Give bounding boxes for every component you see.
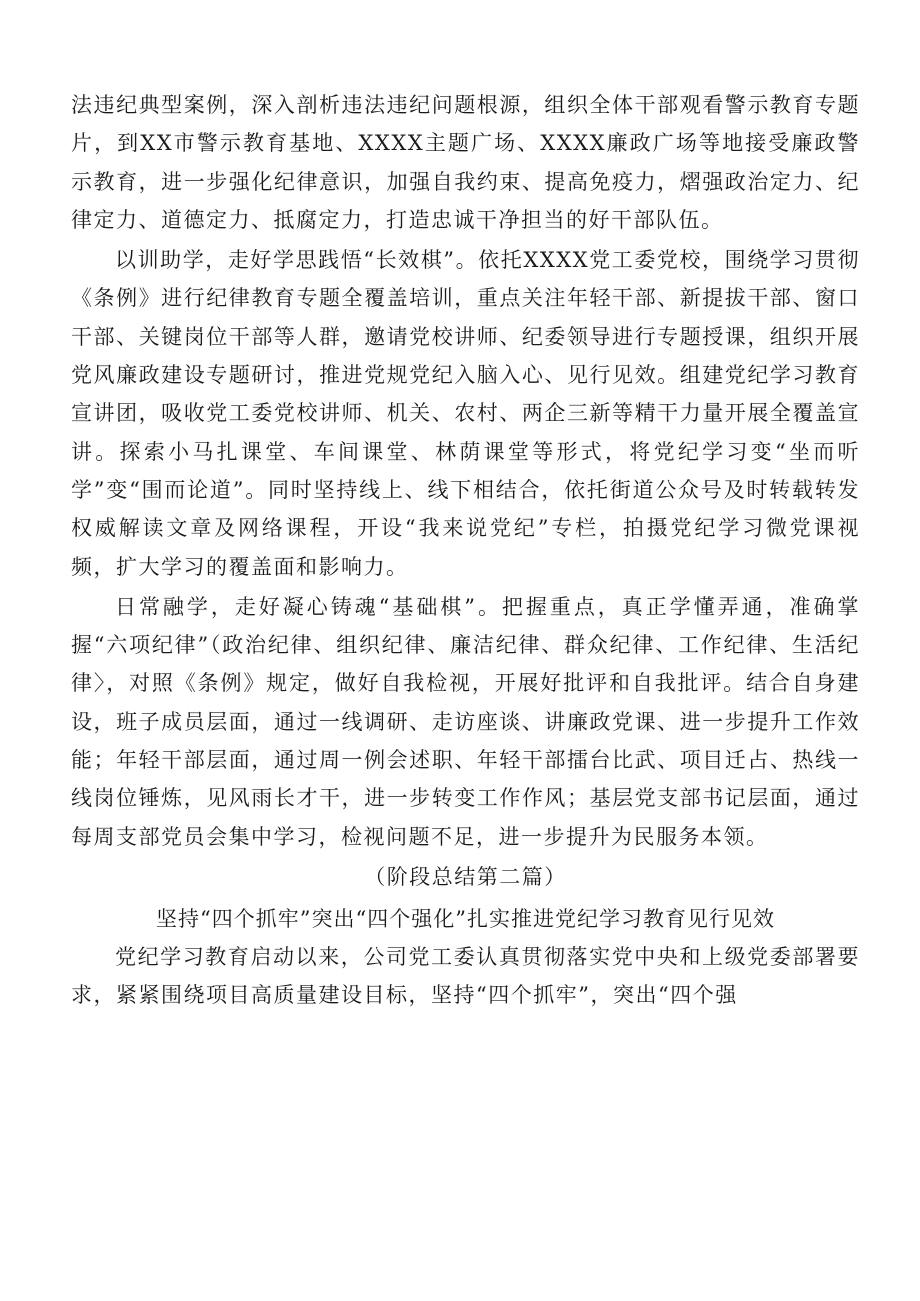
article-subtitle: 坚持“四个抓牢”突出“四个强化”扎实推进党纪学习教育见行见效	[156, 906, 775, 931]
paragraph-continuation: 法违纪典型案例，深入剖析违法违纪问题根源，组织全体干部观看警示教育专题片，到XX市警示教育基地、XXXX主题广场、XXXX廉政广场等地接受廉政警示教育，进一步强化纪律意识，加强自我约束、提高免疫力，熠强政治定力、纪律定力、道德定力、抵腐定力，打造忠诚干净担当的好干部队伍。	[71, 93, 860, 232]
section-label: （阶段总结第二篇）	[364, 864, 567, 889]
paragraph-training: 以训助学，走好学思践悟“长效棋”。依托XXXX党工委党校，围绕学习贯彻《条例》进行纪律教育专题全覆盖培训，重点关注年轻干部、新提拔干部、窗口干部、关键岗位干部等人群，邀请党校讲师、纪委领导进行专题授课，组织开展党风廉政建设专题研讨，推进党规党纪入脑入心、见行见效。组建党纪学习教育宣讲团，吸收党工委党校讲师、机关、农村、两企三新等精干力量开展全覆盖宣讲。探索小马扎课堂、车间课堂、林荫课堂等形式，将党纪学习变“坐而听学”变“围而论道”。同时坚持线上、线下相结合，依托街道公众号及时转载转发权威解读文章及网络课程，开设“我来说党纪”专栏，拍摄党纪学习微党课视频，扩大学习的覆盖面和影响力。	[71, 248, 860, 579]
paragraph-daily-learning: 日常融学，走好凝心铸魂“基础棋”。把握重点，真正学懂弄通，准确掌握“六项纪律”（政治纪律、组织纪律、廉洁纪律、群众纪律、工作纪律、生活纪律〉，对照《条例》规定，做好自我检视，开展好批评和自我批评。结合自身建设，班子成员层面，通过一线调研、走访座谈、讲廉政党课、进一步提升工作效能；年轻干部层面，通过周一例会述职、年轻干部擂台比武、项目迁占、热线一线岗位锤炼，见风雨长才干，进一步转变工作作风；基层党支部书记层面，通过每周支部党员会集中学习，检视问题不足，进一步提升为民服务本领。	[71, 594, 860, 849]
paragraph-intro: 党纪学习教育启动以来，公司党工委认真贯彻落实党中央和上级党委部署要求，紧紧围绕项目高质量建设目标，坚持“四个抓牢”，突出“四个强	[71, 944, 860, 1008]
